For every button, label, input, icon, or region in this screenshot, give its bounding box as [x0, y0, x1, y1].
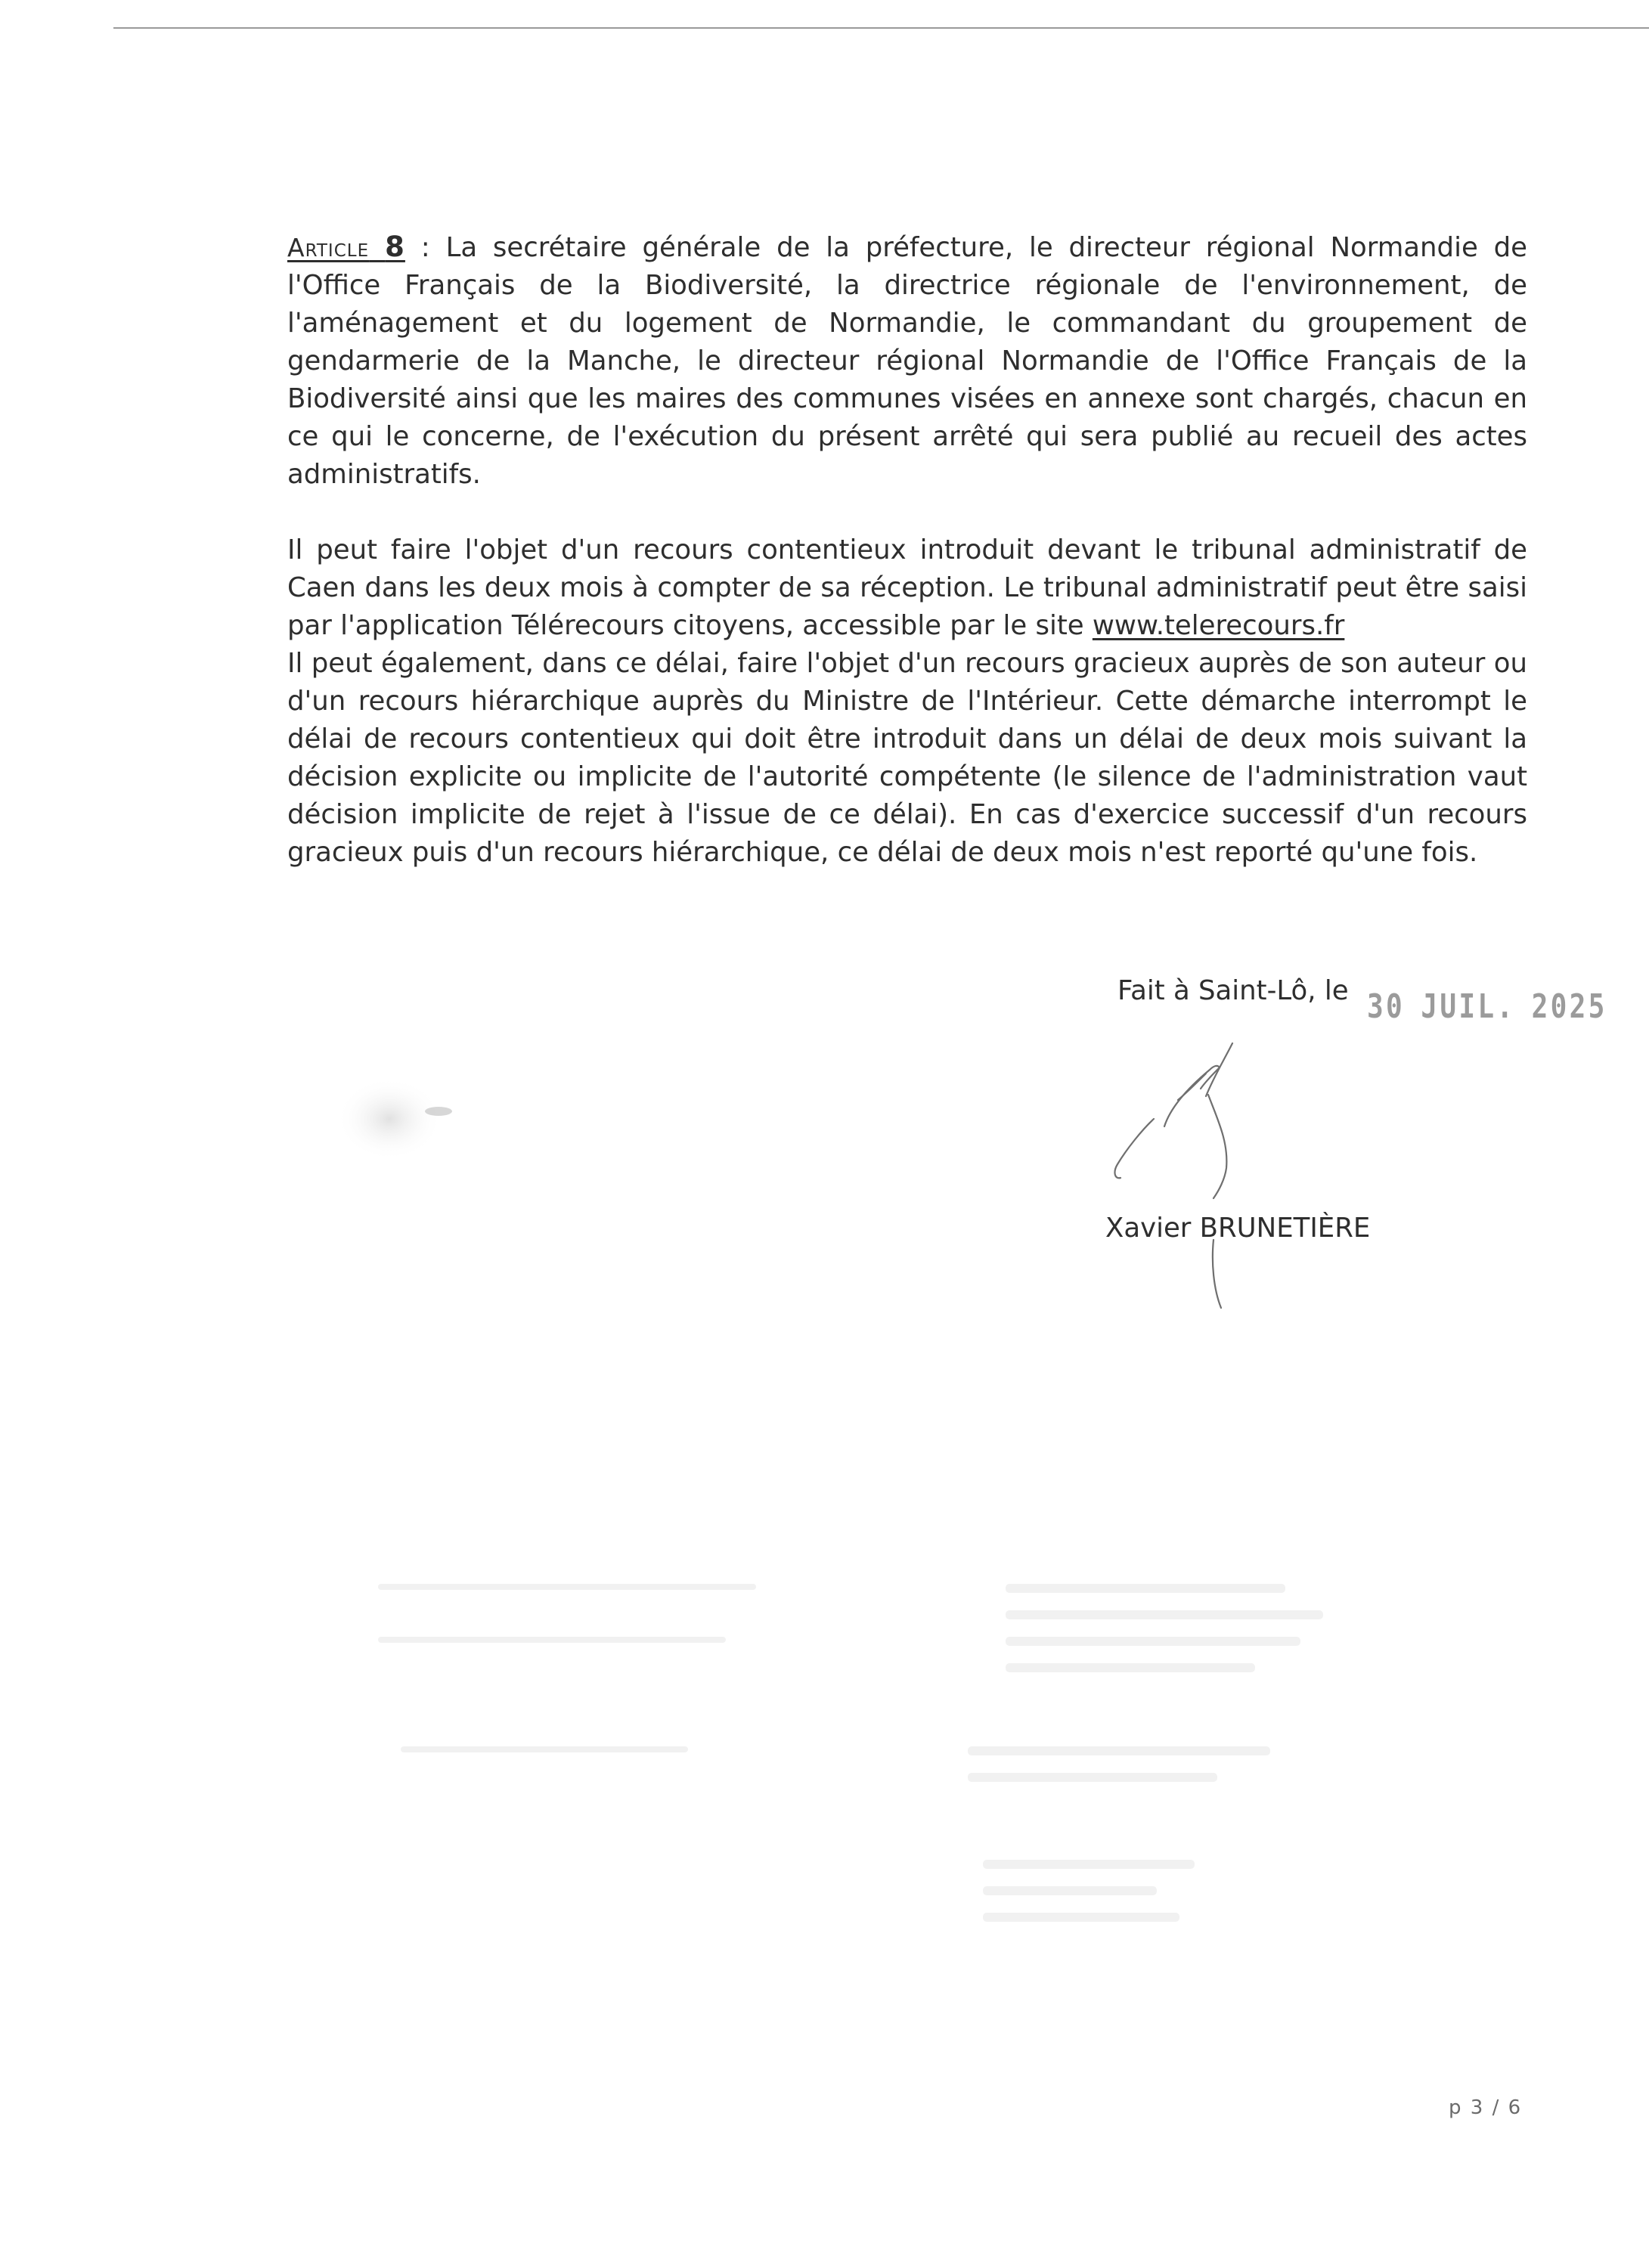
date-year: 2025	[1531, 987, 1607, 1026]
date-month: JUIL.	[1421, 987, 1516, 1026]
signatory-name: Xavier BRUNETIÈRE	[1105, 1213, 1371, 1244]
date-stamp	[1367, 987, 1607, 1026]
recours-text-1: Il peut faire l'objet d'un recours contentieux introduit devant le tribunal administratif de Caen dans les deux mois à compter de sa réception. Le tribunal administratif peut être saisi par l'application Télérecours citoyens, accessible par le site	[287, 534, 1527, 641]
handwritten-signature	[1081, 1036, 1323, 1323]
page-number: p 3 / 6	[1449, 2096, 1523, 2119]
telerecours-link[interactable]: www.telerecours.fr	[1092, 610, 1345, 641]
article-label-text: Article	[287, 233, 370, 262]
recours-text-2: Il peut également, dans ce délai, faire l'objet d'un recours gracieux auprès de son auteur ou d'un recours hiérarchique auprès du Ministre de l'Intérieur. Cette démarche interrompt le délai de recours contentieux qui doit être introduit dans un délai de deux mois suivant la décision explicite ou implicite de l'autorité compétente (le silence de l'administration vaut décision implicite de rejet à l'issue de ce délai). En cas d'exercice successif d'un recours gracieux puis d'un recours hiérarchique, ce délai de deux mois n'est reporté qu'une fois.	[287, 648, 1527, 868]
article-text: La secrétaire générale de la préfecture, le directeur régional Normandie de l'Office Français de la Biodiversité, la directrice régionale de l'environnement, de l'aménagement et du logement de Normandie, le commandant du groupement de gendarmerie de la Manche, le directeur régional Normandie de l'Office Français de la Biodiversité ainsi que les maires des communes visées en annexe sont chargés, chacun en ce qui le concerne, de l'exécution du présent arrêté qui sera publié au recueil des actes administratifs.	[287, 232, 1528, 490]
article-label	[287, 233, 405, 262]
top-rule	[113, 27, 1649, 29]
date-day: 30	[1367, 987, 1406, 1026]
article-number: 8	[385, 231, 405, 263]
place-line: Fait à Saint-Lô, le	[1117, 975, 1349, 1006]
article-separator: :	[405, 232, 446, 263]
recours-paragraph-1	[287, 531, 1527, 645]
article-8-paragraph	[287, 228, 1527, 494]
scan-smudge	[325, 1058, 499, 1179]
article-block	[287, 228, 1527, 872]
recours-paragraph-2	[287, 645, 1527, 872]
show-through-bleed	[287, 1436, 1573, 1966]
